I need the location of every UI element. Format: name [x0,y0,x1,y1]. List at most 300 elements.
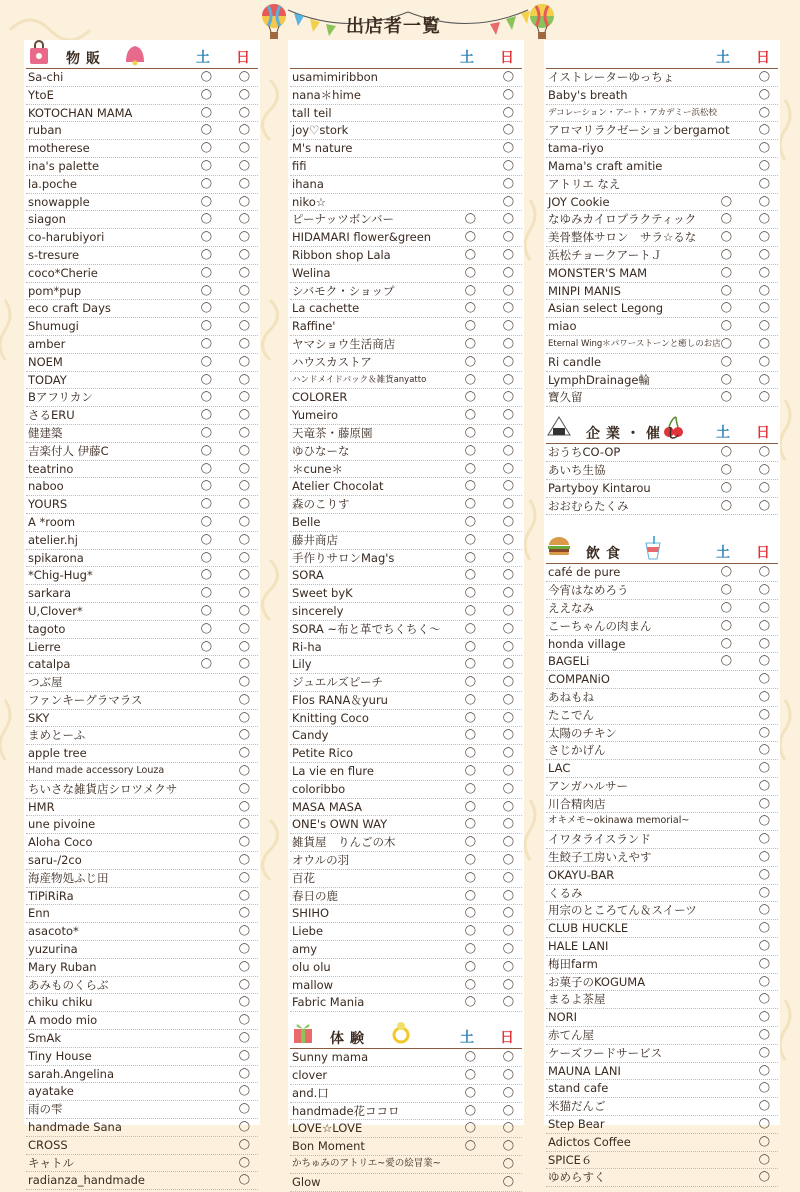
vendor-name: siagon [28,212,66,227]
sunday-mark: ◯ [758,106,770,118]
saturday-mark: ◯ [720,391,732,403]
sunday-mark: ◯ [502,426,514,438]
saturday-mark: ◯ [464,498,476,510]
section-header-col3 [546,46,778,69]
saturday-mark: ◯ [464,818,476,830]
sunday-mark: ◯ [758,655,770,667]
vendor-row [26,87,258,105]
vendor-row [546,1009,778,1027]
vendor-name: なゆみカイロプラクティック [548,212,697,227]
vendor-name: La vie en flure [292,764,374,779]
sunday-mark: ◯ [502,71,514,82]
sunday-mark: ◯ [758,302,770,314]
sunday-mark: ◯ [502,907,514,919]
sunday-mark: ◯ [758,1118,770,1130]
saturday-mark: ◯ [464,622,476,634]
section-header-inshoku [546,541,778,564]
vendor-row [546,618,778,636]
saturday-mark: ◯ [200,498,212,510]
saturday-mark: ◯ [464,337,476,349]
sunday-mark: ◯ [502,195,514,207]
vendor-row [290,603,522,621]
saturday-mark: ◯ [464,409,476,421]
saturday-mark: ◯ [464,426,476,438]
vendor-row [290,425,522,443]
sunday-mark: ◯ [238,854,250,866]
vendor-row [290,781,522,799]
vendor-name: Sa-chi [28,70,64,84]
vendor-name: honda village [548,636,626,651]
vendor-name: KOTOCHAN MAMA [28,105,133,120]
saturday-mark: ◯ [720,619,732,631]
vendor-row [26,781,258,799]
vendor-row [26,710,258,728]
vendor-name: ハウスカストア [292,354,372,369]
sunday-mark: ◯ [758,993,770,1005]
sunday-mark: ◯ [502,106,514,118]
vendor-name: tagoto [28,621,66,636]
sunday-mark: ◯ [758,619,770,631]
vendor-name: HIDAMARI flower&green [292,230,432,245]
vendor-row [26,1030,258,1048]
vendor-name: Hand made accessory Louza [28,765,165,777]
vendor-row [290,211,522,229]
vendor-row [546,354,778,372]
vendor-row [546,300,778,318]
saturday-label: 土 [716,50,730,66]
sunday-mark: ◯ [502,765,514,777]
vendor-name: Lierre [28,639,61,654]
vendor-row [290,105,522,123]
vendor-row [290,763,522,781]
sunday-mark: ◯ [238,604,250,616]
vendor-name: COMPANiO [548,672,610,687]
vendor-row [546,974,778,992]
ring-icon [390,1020,412,1044]
sunday-mark: ◯ [502,943,514,955]
saturday-mark: ◯ [200,231,212,243]
saturday-mark: ◯ [720,355,732,367]
saturday-mark: ◯ [464,800,476,812]
saturday-mark: ◯ [200,391,212,403]
sunday-mark: ◯ [758,1153,770,1165]
vendor-row [546,849,778,867]
sunday-mark: ◯ [502,391,514,403]
vendor-row [290,745,522,763]
saturday-mark: ◯ [464,533,476,545]
vendor-name: ruban [28,123,62,138]
sunday-mark: ◯ [238,1121,250,1133]
sunday-label: 日 [500,50,514,66]
vendor-row [546,956,778,974]
sunday-mark: ◯ [502,551,514,563]
sunday-mark: ◯ [238,889,250,901]
sunday-mark: ◯ [502,337,514,349]
vendor-row [290,727,522,745]
sunday-mark: ◯ [502,533,514,545]
vendor-row [26,1066,258,1084]
sunday-mark: ◯ [758,481,770,493]
saturday-mark: ◯ [464,231,476,243]
saturday-mark: ◯ [464,604,476,616]
vendor-name: ファンキーグラマラス [28,692,143,707]
sunday-mark: ◯ [238,978,250,990]
sunday-mark: ◯ [238,124,250,136]
vendor-row [546,636,778,654]
sunday-mark: ◯ [502,569,514,581]
vendor-row [26,194,258,212]
saturday-mark: ◯ [720,481,732,493]
vendor-row [546,336,778,354]
vendor-name: ayatake [28,1084,74,1099]
vendor-name: こーちゃんの肉まん [548,618,652,633]
vendor-name: ピーナッツボンバー [292,212,395,227]
saturday-mark: ◯ [200,622,212,634]
vendor-name: motherese [28,141,90,156]
vendor-name: 赤てん屋 [548,1028,594,1043]
vendor-name: une pivoine [28,817,96,832]
sunday-mark: ◯ [502,889,514,901]
saturday-mark: ◯ [464,266,476,278]
vendor-row [290,354,522,372]
saturday-mark: ◯ [200,426,212,438]
saturday-mark: ◯ [464,907,476,919]
vendor-row [290,816,522,834]
vendor-row [290,959,522,977]
vendor-row [26,122,258,140]
vendor-row [546,778,778,796]
vendor-row [26,443,258,461]
vendor-name: イストレーターゆっちょ [548,70,675,84]
vendor-name: Asian select Legong [548,301,664,316]
balloon-right-icon [530,4,554,39]
vendor-row [26,229,258,247]
vendor-row [26,816,258,834]
vendor-row [546,831,778,849]
sunday-mark: ◯ [238,658,250,670]
vendor-row [26,461,258,479]
vendor-row [26,870,258,888]
sunday-mark: ◯ [238,1067,250,1079]
saturday-mark: ◯ [720,584,732,596]
vendor-name: 用宗のところてん＆スイーツ [548,903,697,918]
vendor-row [290,229,522,247]
vendor-row [26,799,258,817]
vendor-name: la.poche [28,176,77,191]
vendor-row [290,443,522,461]
sunday-mark: ◯ [502,284,514,296]
vendor-name: amy [292,942,318,957]
sunday-mark: ◯ [758,601,770,613]
vendor-row [26,727,258,745]
bell-icon [122,40,148,66]
vendor-row [26,674,258,692]
saturday-label: 土 [716,545,730,562]
vendor-row [546,480,778,498]
vendor-name: Shumugi [28,319,79,334]
taiken-list [290,1049,522,1191]
sunday-mark: ◯ [502,355,514,367]
vendor-row [290,1120,522,1138]
saturday-mark: ◯ [464,587,476,599]
sunday-mark: ◯ [502,925,514,937]
saturday-mark: ◯ [720,601,732,613]
sunday-mark: ◯ [238,1174,250,1186]
vendor-name: Liebe [292,924,324,939]
vendor-name: LOVE☆LOVE [292,1121,363,1136]
vendor-row [290,977,522,995]
vendor-row [26,478,258,496]
saturday-mark: ◯ [720,566,732,578]
sunday-label: 日 [756,545,770,562]
vendor-row [26,425,258,443]
saturday-mark: ◯ [720,213,732,225]
vendor-name: たこでん [548,707,594,722]
vendor-row [546,796,778,814]
vendor-name: naboo [28,479,64,494]
saturday-mark: ◯ [200,551,212,563]
vendor-name: まめとーふ [28,728,86,743]
section-title-inshoku: 飲食 [586,546,626,563]
balloon-left-icon [262,4,286,39]
vendor-name: 藤井商店 [292,532,338,547]
vendor-name: 米猫だんご [548,1099,606,1114]
saturday-mark: ◯ [200,88,212,100]
vendor-name: U,Clover* [28,603,83,618]
saturday-mark: ◯ [464,765,476,777]
vendor-row [26,105,258,123]
saturday-mark: ◯ [200,213,212,225]
sunday-mark: ◯ [758,1082,770,1094]
sunday-mark: ◯ [238,231,250,243]
saturday-mark: ◯ [464,373,476,385]
saturday-mark: ◯ [200,373,212,385]
sunday-mark: ◯ [238,676,250,688]
shopping-bag-icon [28,40,50,66]
vendor-row [26,745,258,763]
sunday-mark: ◯ [758,213,770,225]
vendor-name: Yumeiro [292,408,338,423]
sunday-mark: ◯ [502,587,514,599]
vendor-row [290,1174,522,1192]
vendor-row [546,707,778,725]
vendor-name: Ri-ha [292,639,322,654]
sunday-mark: ◯ [758,284,770,296]
vendor-row [290,336,522,354]
vendor-row [26,1172,258,1190]
vendor-name: 春日の鹿 [292,888,338,903]
vendor-name: CLUB HUCKLE [548,921,629,936]
saturday-mark: ◯ [464,1069,476,1081]
vendor-row [290,122,522,140]
sunday-mark: ◯ [238,515,250,527]
vendor-row [290,710,522,728]
saturday-mark: ◯ [464,213,476,225]
sunday-mark: ◯ [758,320,770,332]
sunday-mark: ◯ [758,248,770,260]
vendor-name: かちゅみのアトリエ~愛の絵冒業~ [292,1158,441,1170]
saturday-mark: ◯ [200,640,212,652]
vendor-name: 雨の雫 [28,1102,63,1117]
vendor-name: ケーズフードサービス [548,1045,663,1060]
sunday-mark: ◯ [502,124,514,136]
vendor-name: MONSTER'S MAM [548,265,647,280]
sunday-mark: ◯ [238,1049,250,1061]
vendor-row [290,941,522,959]
vendor-name: SORA ~布と革でちくちく～ [292,621,441,636]
vendor-name: TiPiRiRa [28,888,74,903]
vendor-row [546,122,778,140]
vendor-row [290,283,522,301]
saturday-mark: ◯ [464,960,476,972]
vendor-name: YtoE [28,87,54,102]
vendor-name: Belle [292,514,321,529]
saturday-mark: ◯ [720,231,732,243]
vendor-name: Candy [292,728,329,743]
vendor-row [546,318,778,336]
vendor-row [290,870,522,888]
vendor-row [26,1012,258,1030]
vendor-row [26,389,258,407]
vendor-name: SORA [292,568,324,583]
vendor-name: spikarona [28,550,84,565]
saturday-mark: ◯ [464,836,476,848]
sunday-mark: ◯ [502,711,514,723]
vendor-row [290,1067,522,1085]
vendor-row [26,407,258,425]
sunday-mark: ◯ [238,391,250,403]
sunday-mark: ◯ [502,177,514,189]
vendor-name: saru-/2co [28,853,82,868]
sunday-mark: ◯ [758,851,770,863]
saturday-label: 土 [196,50,210,66]
vendor-row [546,885,778,903]
saturday-mark: ◯ [464,640,476,652]
vendor-row [290,1156,522,1174]
vendor-name: くるみ [548,885,583,900]
vendor-name: catalpa [28,657,71,672]
saturday-mark: ◯ [464,729,476,741]
vendor-name: *Chig-Hug* [28,568,93,583]
vendor-name: La cachette [292,301,360,316]
vendor-name: Glow [292,1174,321,1189]
vendor-name: さるERU [28,408,75,423]
sunday-mark: ◯ [502,640,514,652]
sunday-mark: ◯ [238,729,250,741]
sunday-mark: ◯ [238,284,250,296]
sunday-mark: ◯ [238,71,250,82]
sunday-mark: ◯ [758,195,770,207]
vendor-row [290,158,522,176]
saturday-mark: ◯ [200,515,212,527]
vendor-name: Eternal Wing＊パワーストーンと癒しのお店 [548,338,721,349]
sunday-mark: ◯ [238,747,250,759]
vendor-row [546,1134,778,1152]
vendor-name: coco*Cherie [28,265,98,280]
vendor-row [290,496,522,514]
saturday-mark: ◯ [464,1051,476,1063]
vendor-name: handmade花ココロ [292,1103,400,1118]
saturday-mark: ◯ [720,266,732,278]
saturday-mark: ◯ [200,195,212,207]
vendor-row [546,1027,778,1045]
vendor-row [546,87,778,105]
vendor-row [290,852,522,870]
vendor-row [546,1169,778,1187]
vendor-name: Sweet byK [292,586,353,601]
sunday-mark: ◯ [502,1051,514,1063]
vendor-row [290,247,522,265]
sunday-mark: ◯ [758,1046,770,1058]
vendor-name: ヤマショウ生活商店 [292,336,396,351]
sunday-mark: ◯ [238,337,250,349]
vendor-row [26,354,258,372]
vendor-name: YOURS [28,497,68,512]
vendor-row [26,941,258,959]
vendor-row [290,194,522,212]
saturday-mark: ◯ [720,320,732,332]
vendor-row [26,923,258,941]
saturday-mark: ◯ [200,266,212,278]
vendor-name: SmAk [28,1031,62,1046]
saturday-mark: ◯ [200,355,212,367]
vendor-row [546,462,778,480]
sunday-mark: ◯ [238,533,250,545]
vendor-row [546,742,778,760]
vendor-name: ジュエルズピーチ [292,675,383,690]
vendor-name: Petite Rico [292,746,354,761]
sunday-mark: ◯ [758,1100,770,1112]
vendor-row [290,1138,522,1156]
sunday-mark: ◯ [238,943,250,955]
vendor-row [26,852,258,870]
vendor-row [546,1116,778,1134]
section-header-taiken [290,1026,522,1049]
vendor-name: café de pure [548,565,621,580]
vendor-name: キャトル [28,1155,74,1170]
sunday-mark: ◯ [758,886,770,898]
sunday-mark: ◯ [758,744,770,756]
vendor-row [26,1101,258,1119]
sunday-mark: ◯ [758,940,770,952]
vendor-name: 海産物処ふじ田 [28,870,109,885]
vendor-row [546,247,778,265]
sunday-mark: ◯ [758,584,770,596]
saturday-mark: ◯ [720,373,732,385]
vendor-row [546,105,778,123]
vendor-name: s-tresure [28,247,80,262]
page-title: 出店者一覧 [346,16,441,37]
vendor-row [290,799,522,817]
vendor-row [290,550,522,568]
vendor-row [546,1098,778,1116]
sunday-label: 日 [236,50,250,66]
saturday-mark: ◯ [200,124,212,136]
vendor-name: MAUNA LANI [548,1063,621,1078]
saturday-mark: ◯ [464,782,476,794]
sunday-mark: ◯ [238,960,250,972]
sunday-mark: ◯ [502,302,514,314]
sunday-mark: ◯ [502,266,514,278]
saturday-label: 土 [460,1030,474,1047]
saturday-mark: ◯ [464,569,476,581]
vendor-row [26,621,258,639]
vendor-name: ONE's OWN WAY [292,817,388,832]
vendor-row [290,639,522,657]
vendor-row [26,532,258,550]
vendor-name: Fabric Mania [292,995,365,1010]
vendor-name: asacoto* [28,924,79,939]
